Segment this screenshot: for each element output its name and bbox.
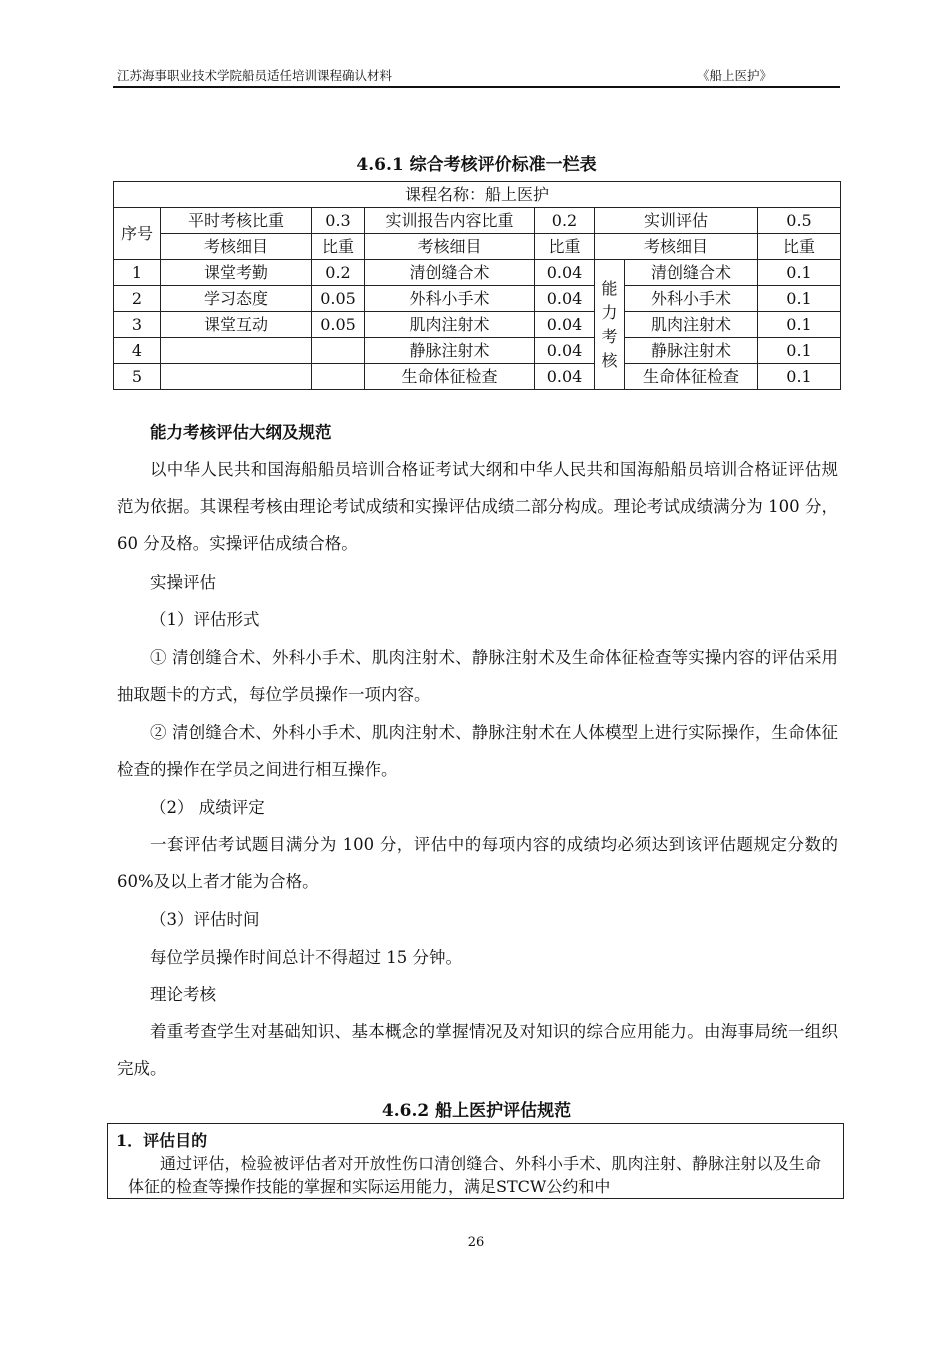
normal-weight-label: 平时考核比重: [161, 208, 312, 234]
seq-cell: 2: [114, 286, 161, 312]
ability-char: 核: [601, 350, 618, 370]
paragraph: 一套评估考试题目满分为 100 分，评估中的每项内容的成绩均必须达到该评估题规定分数的 60%及以上者才能为合格。: [117, 835, 838, 891]
report-item-cell: 清创缝合术: [365, 260, 535, 286]
seq-cell: 1: [114, 260, 161, 286]
report-item-header: 考核细目: [365, 234, 535, 260]
paragraph: 着重考查学生对基础知识、基本概念的掌握情况及对知识的综合应用能力。由海事局统一组织完成。: [117, 1022, 838, 1078]
evaluation-purpose-box: [107, 1123, 844, 1199]
course-name-cell: 课程名称：船上医护: [114, 182, 841, 208]
box-heading: 1．评估目的: [116, 1131, 208, 1150]
section-heading: 能力考核评估大纲及规范: [150, 423, 332, 442]
paragraph: 实操评估: [150, 573, 216, 592]
ability-char: 考: [601, 326, 618, 346]
report-item-cell: 外科小手术: [365, 286, 535, 312]
normal-item-cell: 课堂互动: [161, 312, 312, 338]
table-row: [114, 286, 841, 312]
box-text: 通过评估，检验被评估者对开放性伤口清创缝合、外科小手术、肌肉注射、静脉注射以及生命体征的检查等操作技能的掌握和实际运用能力，满足STCW公约和中: [128, 1154, 821, 1196]
seq-cell: 3: [114, 312, 161, 338]
report-weight-label: 实训报告内容比重: [365, 208, 535, 234]
practical-weight-label: 实训评估: [595, 208, 758, 234]
report-weight-cell: 0.04: [535, 260, 595, 286]
normal-weight-header: 比重: [312, 234, 365, 260]
table-row: [114, 260, 841, 286]
normal-weight-cell: 0.05: [312, 286, 365, 312]
practical-item-cell: 外科小手术: [625, 286, 758, 312]
ability-char: 能: [601, 278, 618, 298]
report-item-cell: 静脉注射术: [365, 338, 535, 364]
normal-item-cell: 学习态度: [161, 286, 312, 312]
paragraph: （2） 成绩评定: [150, 798, 265, 817]
seq-cell: 4: [114, 338, 161, 364]
table-row: [114, 312, 841, 338]
practical-weight-cell: 0.1: [758, 312, 841, 338]
normal-weight-cell: [312, 338, 365, 364]
page-header-right: 《船上医护》: [696, 68, 772, 83]
normal-weight-cell: 0.05: [312, 312, 365, 338]
paragraph: 以中华人民共和国海船船员培训合格证考试大纲和中华人民共和国海船船员培训合格证评估规范为依据。其课程考核由理论考试成绩和实操评估成绩二部分构成。理论考试成绩满分为 100 分，60 分及格。实操评估成绩合格。: [117, 460, 838, 553]
report-item-cell: 生命体征检查: [365, 364, 535, 390]
paragraph: ② 清创缝合术、外科小手术、肌肉注射术、静脉注射术在人体模型上进行实际操作，生命体征检查的操作在学员之间进行相互操作。: [117, 723, 838, 779]
practical-weight-cell: 0.1: [758, 338, 841, 364]
practical-weight-header: 比重: [758, 234, 841, 260]
ability-assessment-cell: [595, 260, 625, 390]
paragraph: （3）评估时间: [150, 910, 260, 929]
report-weight-cell: 0.04: [535, 364, 595, 390]
practical-item-cell: 生命体征检查: [625, 364, 758, 390]
section-title: 4.6.2 船上医护评估规范: [381, 1101, 572, 1121]
report-weight-value: 0.2: [535, 208, 595, 234]
page-header-left: 江苏海事职业技术学院船员适任培训课程确认材料: [117, 68, 393, 83]
practical-weight-cell: 0.1: [758, 364, 841, 390]
practical-item-cell: 清创缝合术: [625, 260, 758, 286]
seq-header: 序号: [114, 208, 161, 260]
ability-char: 力: [601, 302, 618, 322]
normal-item-cell: 课堂考勤: [161, 260, 312, 286]
table-row: [114, 364, 841, 390]
paragraph: （1）评估形式: [150, 610, 260, 629]
normal-item-cell: [161, 338, 312, 364]
practical-weight-value: 0.5: [758, 208, 841, 234]
normal-weight-cell: [312, 364, 365, 390]
normal-item-cell: [161, 364, 312, 390]
paragraph: ① 清创缝合术、外科小手术、肌肉注射术、静脉注射术及生命体征检查等实操内容的评估采用抽取题卡的方式，每位学员操作一项内容。: [117, 648, 838, 704]
seq-cell: 5: [114, 364, 161, 390]
evaluation-table: [113, 181, 841, 390]
practical-weight-cell: 0.1: [758, 286, 841, 312]
normal-weight-value: 0.3: [312, 208, 365, 234]
table-title: 4.6.1 综合考核评价标准一栏表: [356, 155, 597, 175]
header-rule: [113, 86, 840, 88]
report-weight-cell: 0.04: [535, 286, 595, 312]
report-weight-header: 比重: [535, 234, 595, 260]
page-number: 26: [467, 1235, 485, 1250]
report-weight-cell: 0.04: [535, 338, 595, 364]
normal-weight-cell: 0.2: [312, 260, 365, 286]
normal-item-header: 考核细目: [161, 234, 312, 260]
paragraph: 每位学员操作时间总计不得超过 15 分钟。: [150, 948, 462, 967]
table-row: [114, 338, 841, 364]
practical-item-cell: 肌肉注射术: [625, 312, 758, 338]
paragraph: 理论考核: [150, 985, 216, 1004]
practical-weight-cell: 0.1: [758, 260, 841, 286]
practical-item-header: 考核细目: [595, 234, 758, 260]
report-item-cell: 肌肉注射术: [365, 312, 535, 338]
practical-item-cell: 静脉注射术: [625, 338, 758, 364]
report-weight-cell: 0.04: [535, 312, 595, 338]
